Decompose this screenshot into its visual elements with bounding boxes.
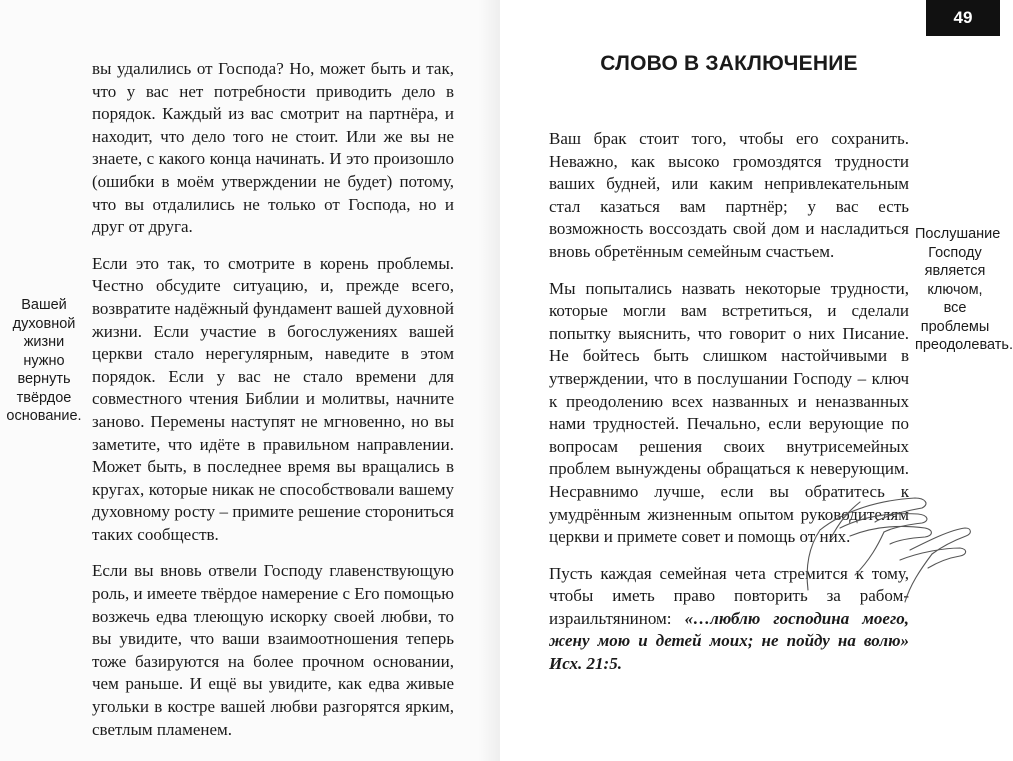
left-paragraph-1: вы удалились от Господа? Но, может быть и так, что у вас нет потребности приводить дело в порядок. Каждый из вас смотрит на партнёра, и находит, что дело того не стоит. Или же вы не знаете, с какого конца начинать. И это произошло (ошибки в моём утверждении не будет) потому, что вы отдалились не только от Господа, но и друг от друга. xyxy=(92,59,454,237)
right-paragraph-3-start: Пусть каждая семейная чета стремится к тому, чтобы xyxy=(549,563,909,606)
left-paragraph-3: Если вы вновь отвели Господу главенствующую роль, и имеете твёрдое намерение с Его помощью возжечь едва тлеющую искорку своей любви, то вы увидите, что ваши взаимоотношения теперь тоже базируются на более прочном основании, чем раньше. И ещё вы увидите, как едва живые угольки в костре вашей любви разгорятся ярким, светлым пламенем. xyxy=(92,561,454,739)
right-paragraph-2-text: Мы попытались назвать некоторые трудности, которые могли вам встретиться, и сделали попытку выяснить, что говорит о них Писание. Не бойтесь быть слишком настойчивыми в утверждении, что в послушании Господу – ключ к преодолению всех названных и неназванных нами трудностей. Печально, если верующие по вопросам решения своих внутрисемейных проблем вынуждены обращаться к неверующим. xyxy=(549,278,909,479)
left-page-text xyxy=(92,58,454,755)
right-paragraph-2-continued: Несравнимо лучше, если вы обратитесь к умудрённым жизненным опытом руководителям церкви и примете совет и помощь от них. xyxy=(549,481,909,547)
right-page-text xyxy=(549,128,909,690)
bible-quote: «…люблю господина моего, жену мою и детей моих; не пойду на волю» xyxy=(549,608,909,651)
right-paragraph-1: Ваш брак стоит того, чтобы его сохранить. Неважно, как высоко громоздятся трудности ваших будней, или каким непривлекательным стал казаться вам партнёр; у вас есть возможность воссоздать свой дом и насладиться вновь обретённым семейным счастьем. xyxy=(549,129,909,261)
right-paragraph-3-middle: иметь право повторить за рабом-израильтянином: xyxy=(549,586,909,628)
right-margin-note: Послушание Господу является ключом, все проблемы преодолевать. xyxy=(915,226,1013,353)
page-number: 49 xyxy=(926,0,1000,36)
bible-reference: Исх. 21:5. xyxy=(549,654,622,674)
left-margin-note: Вашей духовной жизни нужно вернуть твёрдое основание. xyxy=(6,297,82,424)
section-heading: СЛОВО В ЗАКЛЮЧЕНИЕ xyxy=(600,52,858,75)
left-paragraph-2: Если это так, то смотрите в корень проблемы. Честно обсудите ситуацию, и, прежде всего, возвратите надёжный фундамент вашей духовной жизни. Если участие в богослужениях вашей церкви стало нерегулярным, наведите в этом порядок. Если у вас не стало времени для совместного чтения Библии и молитвы, начните заново. Перемены наступят не мгновенно, но вы заметите, что идёте в правильном направлении. Может быть, в последнее время вы вращались в кругах, которые никак не способствовали вашему духовному росту – примите решение сторониться таких сообществ. xyxy=(92,253,454,544)
left-page xyxy=(0,0,500,761)
praying-hands-illustration xyxy=(800,490,975,605)
